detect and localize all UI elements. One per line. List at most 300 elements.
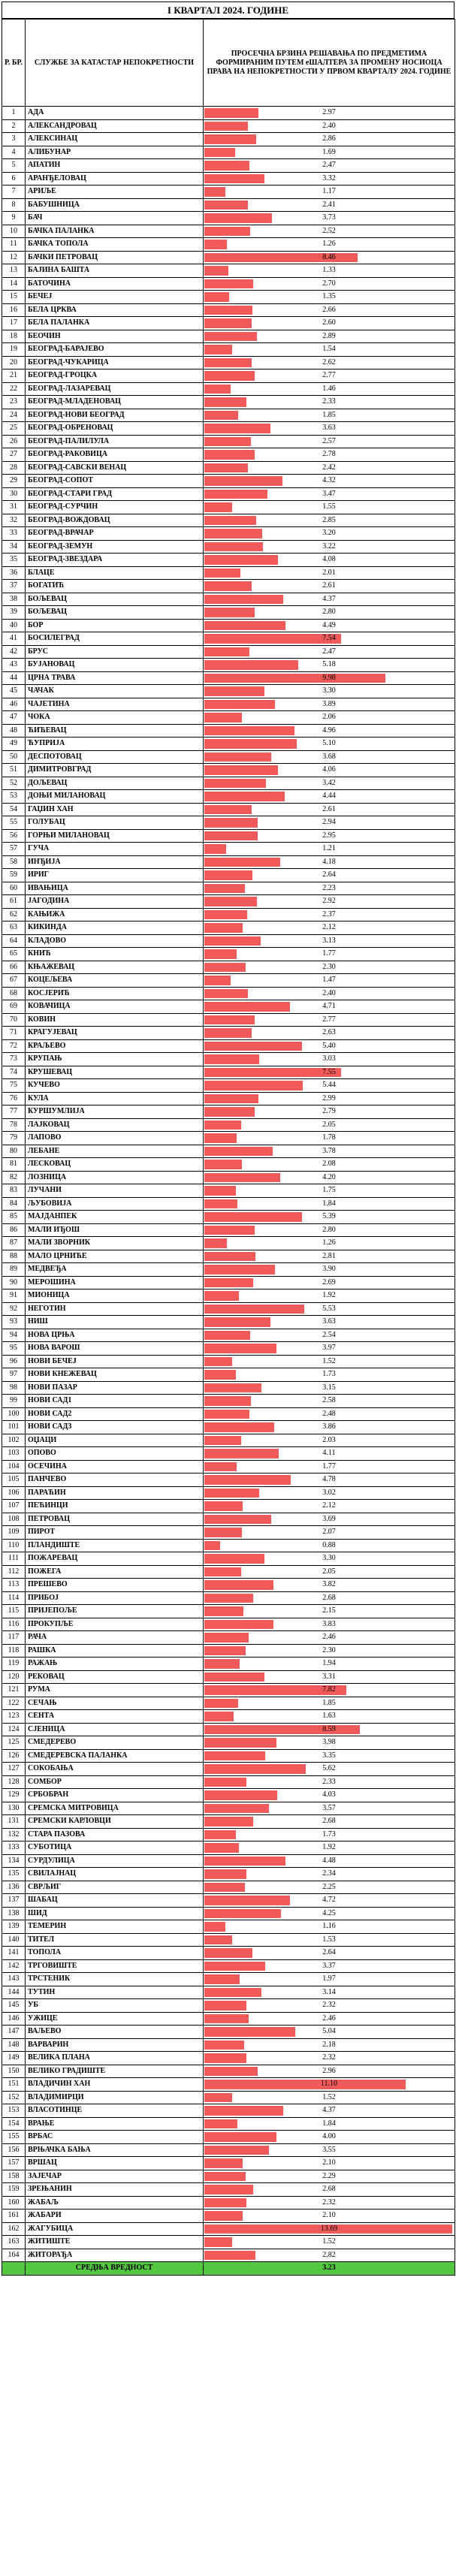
value-label: 1.63 <box>322 1712 336 1720</box>
value-label: 2.18 <box>322 2040 336 2049</box>
service-name: КУРШУМЛИЈА <box>26 1106 204 1119</box>
value-label: 2.78 <box>322 450 336 458</box>
row-number: 29 <box>2 475 26 488</box>
table-row <box>2 855 455 869</box>
value-cell <box>204 264 455 278</box>
row-number: 78 <box>2 1118 26 1132</box>
value-cell <box>204 1434 455 1447</box>
table-row <box>2 1290 455 1303</box>
value-cell <box>204 738 455 751</box>
service-name: НЕГОТИН <box>26 1302 204 1316</box>
table-row <box>2 1526 455 1540</box>
value-cell <box>204 698 455 711</box>
value-cell <box>204 159 455 173</box>
value-label: 1.55 <box>322 502 336 511</box>
service-name: ВАРВАРИН <box>26 2038 204 2052</box>
table-row <box>2 1684 455 1697</box>
table-row <box>2 2104 455 2118</box>
service-name: ШАБАЦ <box>26 1894 204 1908</box>
value-cell <box>204 2078 455 2092</box>
service-name: ЛУЧАНИ <box>26 1184 204 1198</box>
value-cell <box>204 1290 455 1303</box>
value-label: 1.97 <box>322 1974 336 1983</box>
service-name: БАЧ <box>26 212 204 225</box>
service-name: РАЧА <box>26 1631 204 1645</box>
value-cell <box>204 2143 455 2157</box>
value-cell <box>204 895 455 909</box>
service-name: ЋУПРИЈА <box>26 738 204 751</box>
value-label: 2.46 <box>322 1633 336 1641</box>
table-row <box>2 1644 455 1658</box>
service-name: ВРЊАЧКА БАЊА <box>26 2143 204 2157</box>
value-label: 4.49 <box>322 620 336 629</box>
value-cell <box>204 645 455 659</box>
table-row <box>2 1933 455 1947</box>
table-row <box>2 1986 455 1999</box>
value-label: 2.30 <box>322 1645 336 1654</box>
row-number: 152 <box>2 2091 26 2104</box>
value-cell <box>204 225 455 238</box>
value-label: 0.88 <box>322 1540 336 1549</box>
value-cell <box>204 1039 455 1053</box>
value-cell <box>204 2091 455 2104</box>
value-label: 7.55 <box>322 1067 336 1076</box>
value-cell <box>204 1145 455 1158</box>
table-row <box>2 1775 455 1789</box>
service-name: БЛАЦЕ <box>26 566 204 580</box>
value-cell <box>204 1302 455 1316</box>
value-label: 4.78 <box>322 1475 336 1483</box>
service-name: ВЛАДИЧИН ХАН <box>26 2078 204 2092</box>
table-row <box>2 2065 455 2078</box>
average-value-cell <box>204 2262 455 2276</box>
row-number: 75 <box>2 1079 26 1093</box>
row-number: 47 <box>2 711 26 725</box>
service-name: ВРШАЦ <box>26 2157 204 2170</box>
service-name: БОР <box>26 619 204 632</box>
value-cell <box>204 1579 455 1592</box>
service-name: СУБОТИЦА <box>26 1842 204 1855</box>
table-row <box>2 409 455 422</box>
service-name: СОКОБАЊА <box>26 1763 204 1776</box>
table-row <box>2 225 455 238</box>
value-cell <box>204 659 455 672</box>
value-cell <box>204 882 455 895</box>
value-cell <box>204 277 455 291</box>
value-label: 4.32 <box>322 476 336 484</box>
value-cell <box>204 1789 455 1802</box>
row-number: 57 <box>2 843 26 856</box>
value-cell <box>204 2026 455 2039</box>
service-name: ПОЖАРЕВАЦ <box>26 1552 204 1566</box>
table-row <box>2 711 455 725</box>
table-row <box>2 514 455 527</box>
service-name: СРБОБРАН <box>26 1789 204 1802</box>
row-number: 33 <box>2 527 26 541</box>
row-number: 10 <box>2 225 26 238</box>
processing-time-table <box>2 19 455 2276</box>
row-number: 129 <box>2 1789 26 1802</box>
table-row <box>2 1053 455 1066</box>
table-row <box>2 1789 455 1802</box>
row-number: 121 <box>2 1684 26 1697</box>
value-label: 5.18 <box>322 660 336 668</box>
value-cell <box>204 711 455 725</box>
row-number: 164 <box>2 2249 26 2262</box>
service-name: БАЧКИ ПЕТРОВАЦ <box>26 251 204 264</box>
value-label: 1.92 <box>322 1843 336 1851</box>
value-label: 1.69 <box>322 147 336 156</box>
row-number: 64 <box>2 934 26 948</box>
service-name: АПАТИН <box>26 159 204 173</box>
service-name: ПАРАЋИН <box>26 1486 204 1500</box>
table-row <box>2 1329 455 1342</box>
row-number: 136 <box>2 1881 26 1894</box>
row-number: 62 <box>2 908 26 922</box>
service-name: ЋИЋЕВАЦ <box>26 724 204 738</box>
value-label: 3.37 <box>322 1961 336 1970</box>
value-label: 2.70 <box>322 279 336 288</box>
value-cell <box>204 1118 455 1132</box>
value-cell <box>204 2157 455 2170</box>
table-row <box>2 2091 455 2104</box>
service-name: ТЕМЕРИН <box>26 1920 204 1934</box>
value-cell <box>204 1947 455 1960</box>
table-row <box>2 1697 455 1710</box>
table-row <box>2 2052 455 2065</box>
value-cell <box>204 1842 455 1855</box>
value-cell <box>204 1171 455 1184</box>
row-number: 79 <box>2 1132 26 1145</box>
header-number: Р. БР. <box>2 20 26 107</box>
table-row <box>2 461 455 475</box>
table-row <box>2 2157 455 2170</box>
value-label: 1.26 <box>322 1238 336 1247</box>
table-row <box>2 738 455 751</box>
value-label: 3.02 <box>322 1488 336 1497</box>
service-name: ДИМИТРОВГРАД <box>26 764 204 777</box>
row-number: 149 <box>2 2052 26 2065</box>
service-name: БЕОГРАД-СОПОТ <box>26 475 204 488</box>
table-row <box>2 987 455 1000</box>
value-cell <box>204 1381 455 1395</box>
service-name: СОМБОР <box>26 1775 204 1789</box>
service-name: АЛЕКСИНАЦ <box>26 133 204 146</box>
value-label: 7.82 <box>322 1685 336 1694</box>
value-label: 2.63 <box>322 1028 336 1036</box>
row-number: 77 <box>2 1106 26 1119</box>
table-row <box>2 303 455 317</box>
service-name: ШИД <box>26 1907 204 1920</box>
value-cell <box>204 1447 455 1461</box>
table-row <box>2 330 455 343</box>
service-name: БАБУШНИЦА <box>26 198 204 212</box>
report-title: I КВАРТАЛ 2024. ГОДИНЕ <box>2 2 454 19</box>
table-row <box>2 1000 455 1014</box>
table-row <box>2 922 455 935</box>
row-number: 147 <box>2 2026 26 2039</box>
table-row <box>2 501 455 514</box>
service-name: ГУЧА <box>26 843 204 856</box>
table-row <box>2 659 455 672</box>
value-cell <box>204 448 455 462</box>
row-number: 58 <box>2 855 26 869</box>
row-number: 59 <box>2 869 26 882</box>
value-cell <box>204 1092 455 1106</box>
value-label: 2.08 <box>322 1160 336 1168</box>
row-number: 134 <box>2 1854 26 1868</box>
service-name: МАЛИ ИЂОШ <box>26 1223 204 1237</box>
table-row <box>2 119 455 133</box>
table-row <box>2 816 455 830</box>
value-cell <box>204 1591 455 1605</box>
table-row <box>2 146 455 159</box>
value-label: 2.07 <box>322 1528 336 1536</box>
value-cell <box>204 1316 455 1329</box>
row-number: 69 <box>2 1000 26 1014</box>
service-name: НОВИ БЕЧЕЈ <box>26 1355 204 1368</box>
table-body <box>2 107 455 2262</box>
service-name: ИВАЊИЦА <box>26 882 204 895</box>
row-number: 100 <box>2 1407 26 1421</box>
value-cell <box>204 948 455 961</box>
service-name: БАЈИНА БАШТА <box>26 264 204 278</box>
value-label: 2.06 <box>322 713 336 721</box>
service-name: МАЈДАНПЕК <box>26 1211 204 1224</box>
row-number: 88 <box>2 1250 26 1263</box>
service-name: ПРОКУПЉЕ <box>26 1618 204 1631</box>
table-row <box>2 1158 455 1172</box>
value-cell <box>204 2104 455 2118</box>
row-number: 106 <box>2 1486 26 1500</box>
row-number: 23 <box>2 396 26 409</box>
row-number: 144 <box>2 1986 26 1999</box>
row-number: 113 <box>2 1579 26 1592</box>
row-number: 146 <box>2 2012 26 2026</box>
value-cell <box>204 1421 455 1434</box>
row-number: 27 <box>2 448 26 462</box>
row-number: 98 <box>2 1381 26 1395</box>
table-row <box>2 1027 455 1040</box>
value-label: 2.33 <box>322 1777 336 1786</box>
value-label: 1.75 <box>322 1186 336 1194</box>
table-row <box>2 1460 455 1474</box>
value-label: 2.48 <box>322 1409 336 1418</box>
table-row <box>2 540 455 554</box>
table-row <box>2 698 455 711</box>
service-name: ПРЕШЕВО <box>26 1579 204 1592</box>
value-label: 2.64 <box>322 1948 336 1956</box>
value-label: 4.48 <box>322 1856 336 1865</box>
value-cell <box>204 1920 455 1934</box>
row-number: 162 <box>2 2222 26 2236</box>
table-row <box>2 251 455 264</box>
value-cell <box>204 908 455 922</box>
service-name: ГОЛУБАЦ <box>26 816 204 830</box>
table-row <box>2 487 455 501</box>
row-number: 73 <box>2 1053 26 1066</box>
value-label: 2.57 <box>322 436 336 445</box>
table-row <box>2 264 455 278</box>
value-cell <box>204 501 455 514</box>
table-row <box>2 1355 455 1368</box>
table-row <box>2 238 455 252</box>
service-name: БЕОГРАД-БАРАЈЕВО <box>26 343 204 357</box>
value-label: 3.89 <box>322 699 336 708</box>
row-number: 133 <box>2 1842 26 1855</box>
row-number: 56 <box>2 829 26 843</box>
value-label: 3.30 <box>322 1554 336 1562</box>
service-name: КРУПАЊ <box>26 1053 204 1066</box>
value-label: 2.94 <box>322 818 336 826</box>
table-row <box>2 1145 455 1158</box>
table-row <box>2 1881 455 1894</box>
value-cell <box>204 1000 455 1014</box>
service-name: ЖАГУБИЦА <box>26 2222 204 2236</box>
table-row <box>2 1749 455 1763</box>
table-row <box>2 2078 455 2092</box>
service-name: МАЛО ЦРНИЋЕ <box>26 1250 204 1263</box>
value-label: 3.15 <box>322 1383 336 1392</box>
row-number: 8 <box>2 198 26 212</box>
value-cell <box>204 1053 455 1066</box>
service-name: ПОЖЕГА <box>26 1565 204 1579</box>
value-cell <box>204 1644 455 1658</box>
row-number: 43 <box>2 659 26 672</box>
service-name: ВРАЊЕ <box>26 2117 204 2131</box>
row-number: 46 <box>2 698 26 711</box>
row-number: 76 <box>2 1092 26 1106</box>
service-name: БЕОГРАД-ЗЕМУН <box>26 540 204 554</box>
service-name: ЗРЕЊАНИН <box>26 2183 204 2197</box>
value-cell <box>204 461 455 475</box>
row-number: 25 <box>2 422 26 436</box>
value-cell <box>204 1132 455 1145</box>
value-cell <box>204 1329 455 1342</box>
service-name: КИКИНДА <box>26 922 204 935</box>
value-label: 3.03 <box>322 1054 336 1063</box>
value-label: 3.30 <box>322 686 336 695</box>
table-row <box>2 1605 455 1618</box>
service-name: КЛАДОВО <box>26 934 204 948</box>
service-name: СЕЧАЊ <box>26 1697 204 1710</box>
value-label: 13.69 <box>320 2224 338 2233</box>
row-number: 37 <box>2 580 26 593</box>
value-cell <box>204 1973 455 1986</box>
service-name: БЕОГРАД-МЛАДЕНОВАЦ <box>26 396 204 409</box>
value-label: 2.47 <box>322 647 336 656</box>
service-name: ГАЏИН ХАН <box>26 803 204 816</box>
service-name: АЛЕКСАНДРОВАЦ <box>26 119 204 133</box>
row-number: 114 <box>2 1591 26 1605</box>
value-cell <box>204 2012 455 2026</box>
value-label: 1.85 <box>322 410 336 419</box>
table-row <box>2 422 455 436</box>
value-cell <box>204 1223 455 1237</box>
service-name: ЧАЧАК <box>26 685 204 698</box>
service-name: ОЏАЦИ <box>26 1434 204 1447</box>
table-row <box>2 1447 455 1461</box>
value-label: 2.66 <box>322 305 336 314</box>
service-name: ПЛАНДИШТЕ <box>26 1539 204 1552</box>
value-label: 1.53 <box>322 1935 336 1944</box>
row-number: 42 <box>2 645 26 659</box>
value-label: 3.47 <box>322 489 336 498</box>
value-label: 1.84 <box>322 2119 336 2128</box>
row-number: 116 <box>2 1618 26 1631</box>
service-name: БРУС <box>26 645 204 659</box>
value-cell <box>204 922 455 935</box>
table-row <box>2 1658 455 1671</box>
row-number: 150 <box>2 2065 26 2078</box>
value-cell <box>204 1474 455 1487</box>
value-label: 2.29 <box>322 2171 336 2180</box>
value-label: 2.68 <box>322 1593 336 1602</box>
table-row <box>2 1552 455 1566</box>
value-cell <box>204 1513 455 1526</box>
service-name: ТРГОВИШТЕ <box>26 1959 204 1973</box>
row-number: 44 <box>2 671 26 685</box>
table-row <box>2 1316 455 1329</box>
table-row <box>2 961 455 974</box>
row-number: 148 <box>2 2038 26 2052</box>
table-row <box>2 2210 455 2223</box>
service-name: ЗАЈЕЧАР <box>26 2170 204 2183</box>
row-number: 17 <box>2 317 26 330</box>
row-number: 39 <box>2 606 26 620</box>
row-number: 21 <box>2 370 26 383</box>
value-label: 2.32 <box>322 2001 336 2009</box>
value-label: 2.33 <box>322 397 336 406</box>
value-cell <box>204 843 455 856</box>
row-number: 139 <box>2 1920 26 1934</box>
table-row <box>2 895 455 909</box>
service-name: БЕЛА ЦРКВА <box>26 303 204 317</box>
service-name: ОПОВО <box>26 1447 204 1461</box>
row-number: 2 <box>2 119 26 133</box>
value-label: 9.98 <box>322 673 336 682</box>
table-row <box>2 1854 455 1868</box>
service-name: БЕОГРАД-ГРОЦКА <box>26 370 204 383</box>
value-cell <box>204 540 455 554</box>
value-label: 4.96 <box>322 725 336 734</box>
row-number: 138 <box>2 1907 26 1920</box>
value-label: 5.44 <box>322 1081 336 1089</box>
table-row <box>2 1250 455 1263</box>
row-number: 16 <box>2 303 26 317</box>
value-cell <box>204 146 455 159</box>
value-cell <box>204 829 455 843</box>
table-row <box>2 580 455 593</box>
value-cell <box>204 2249 455 2262</box>
row-number: 161 <box>2 2210 26 2223</box>
value-cell <box>204 1250 455 1263</box>
row-number: 156 <box>2 2143 26 2157</box>
value-cell <box>204 1276 455 1290</box>
row-number: 95 <box>2 1342 26 1356</box>
service-name: СРЕМСКИ КАРЛОВЦИ <box>26 1815 204 1829</box>
value-cell <box>204 1106 455 1119</box>
table-row <box>2 107 455 120</box>
value-label: 1.47 <box>322 976 336 984</box>
service-name: НОВИ ПАЗАР <box>26 1381 204 1395</box>
service-name: БУЈАНОВАЦ <box>26 659 204 672</box>
row-number: 153 <box>2 2104 26 2118</box>
value-cell <box>204 1407 455 1421</box>
row-number: 19 <box>2 343 26 357</box>
value-cell <box>204 1565 455 1579</box>
value-cell <box>204 2222 455 2236</box>
